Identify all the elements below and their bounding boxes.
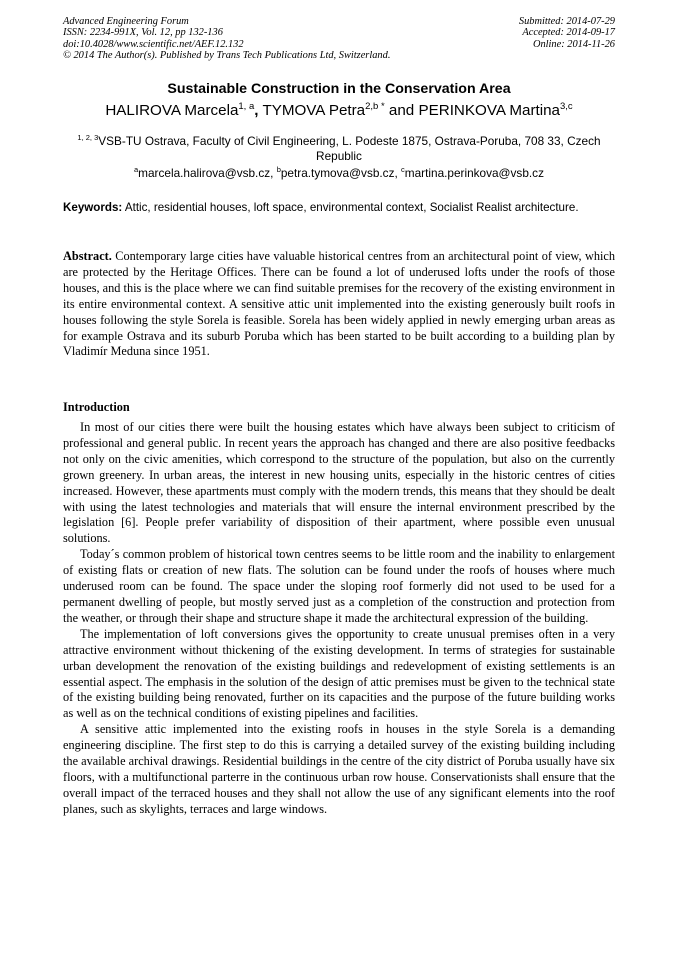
- author-separator: ,: [254, 102, 259, 120]
- email-superscript: c: [401, 165, 405, 174]
- section-heading: Introduction: [63, 400, 130, 414]
- keywords-text: Attic, residential houses, loft space, environmental context, Socialist Realist architecture.: [124, 201, 579, 214]
- email-superscript: a: [134, 165, 139, 174]
- body-paragraph: In most of our cities there were built the housing estates which have always been subject to criticism of professional and general public. In recent years the approach has changed and there are also positive feedbacks not only on the civic amenities, which correspond to the structure of the population, but also on the currently grown greenery. In urban areas, the interest in new housing units, especially in the historic centres of cities increased. However, these apartments must comply with the modern trends, this means that they should be dealt with using the latest technologies and materials that will ensure the internal environment prescribed by the legislation [6]. People prefer variability of disposition of their apartment, where possible even unusual solutions.: [63, 420, 615, 546]
- doi: doi:10.4028/www.scientific.net/AEF.12.132: [63, 38, 244, 50]
- paper-title: Sustainable Construction in the Conservation Area: [167, 81, 511, 97]
- email-link[interactable]: marcela.halirova@vsb.cz: [138, 165, 271, 180]
- email-superscript: b: [276, 165, 281, 174]
- introduction-body: [63, 420, 615, 818]
- author-name: PERINKOVA Martina: [418, 102, 560, 120]
- submitted-date: Submitted: 2014-07-29: [518, 16, 615, 27]
- email-link[interactable]: martina.perinkova@vsb.cz: [404, 165, 544, 180]
- author-list: [30, 101, 648, 119]
- accepted-date: Accepted: 2014-09-17: [522, 27, 615, 39]
- body-paragraph: A sensitive attic implemented into the existing roofs in houses in the style Sorela is a demanding engineering discipline. The first step to do this is carrying a detailed survey of the existing building including the available archival drawings. Residential buildings in the centre of the city district of Poruba usually have six floors, with a multifunctional parterre in the continuous urban row house. Conservationists shall ensure that the overall impact of the terraced houses and they shall not allow the use of any significant elements into the roof planes, such as skylights, terraces and large windows.: [63, 722, 615, 816]
- journal-header: [63, 16, 390, 62]
- author-separator: and: [388, 102, 415, 120]
- affiliation-superscript: 1, 2, 3: [77, 133, 99, 142]
- copyright: © 2014 The Author(s). Published by Trans Tech Publications Ltd, Switzerland.: [63, 50, 391, 62]
- email-link[interactable]: petra.tymova@vsb.cz: [280, 165, 395, 180]
- affiliation-text: VSB-TU Ostrava, Faculty of Civil Engineering, L. Podeste 1875, Ostrava-Poruba, 708 33, Czech Republic: [98, 133, 601, 163]
- online-date: Online: 2014-11-26: [532, 38, 615, 50]
- author-name: HALIROVA Marcela: [105, 102, 239, 120]
- journal-name: Advanced Engineering Forum: [63, 16, 189, 27]
- keywords-section: [63, 200, 615, 215]
- author-superscript: 3,c: [560, 101, 573, 112]
- abstract-label: Abstract.: [63, 249, 112, 263]
- keywords-label: Keywords:: [63, 201, 123, 214]
- email-list: $^a$marcela.halirova@vsb.cz, $^b$petra.tymova@vsb.cz, $^c$martina.perinkova@vsb.cz: [134, 165, 544, 180]
- body-paragraph: Today´s common problem of historical town centres seems to be little room and the inability to enlargement of existing flats or creation of new flats. The solution can be found under the roofs of houses where much underused room can be found. The space under the sloping roof formerly did not used to be used for a permanent dwelling of people, but mostly served just as a completion of the construction and protection from the weather, or through their shape and structure shape it made the architectural expression of the building.: [63, 547, 615, 625]
- affiliation: [63, 130, 615, 164]
- author-name: TYMOVA Petra: [262, 102, 366, 120]
- body-paragraph: The implementation of loft conversions gives the opportunity to create unusual premises often in a very attractive environment without thickening of the existing development. In terms of strategies for sustainable urban development the renovation of the existing buildings and redevelopment of existing settlements is an essential aspect. The emphasis in the solution of the design of attic premises must be given to the technical state of the existing building being renovated, further on its capacities and the purpose of the future building works as well as on the technical conditions of existing pipelines and facilities.: [63, 626, 615, 721]
- dates-header: [519, 16, 615, 50]
- issn: ISSN: 2234-991X, Vol. 12, pp 132-136: [63, 27, 223, 39]
- author-superscript: 2,b *: [365, 101, 385, 112]
- abstract-text: Contemporary large cities have valuable historical centres from an architectural point of view, which are protected by the Heritage Offices. There can be found a lot of underused lofts under the roofs of those houses, and this is the place where we can find suitable premises for the recovery of the existing environment in its entire environmental context. A sensitive attic unit implemented into the existing generously built roofs in houses following the style Sorela is feasible. Sorela has been widely applied in newly emerging urban areas as for example Ostrava and its suburb Poruba which has been started to be built according to a building plan by Vladimír Meduna since 1951.: [63, 249, 615, 359]
- abstract-section: [63, 249, 615, 360]
- author-superscript: 1, a: [238, 101, 255, 112]
